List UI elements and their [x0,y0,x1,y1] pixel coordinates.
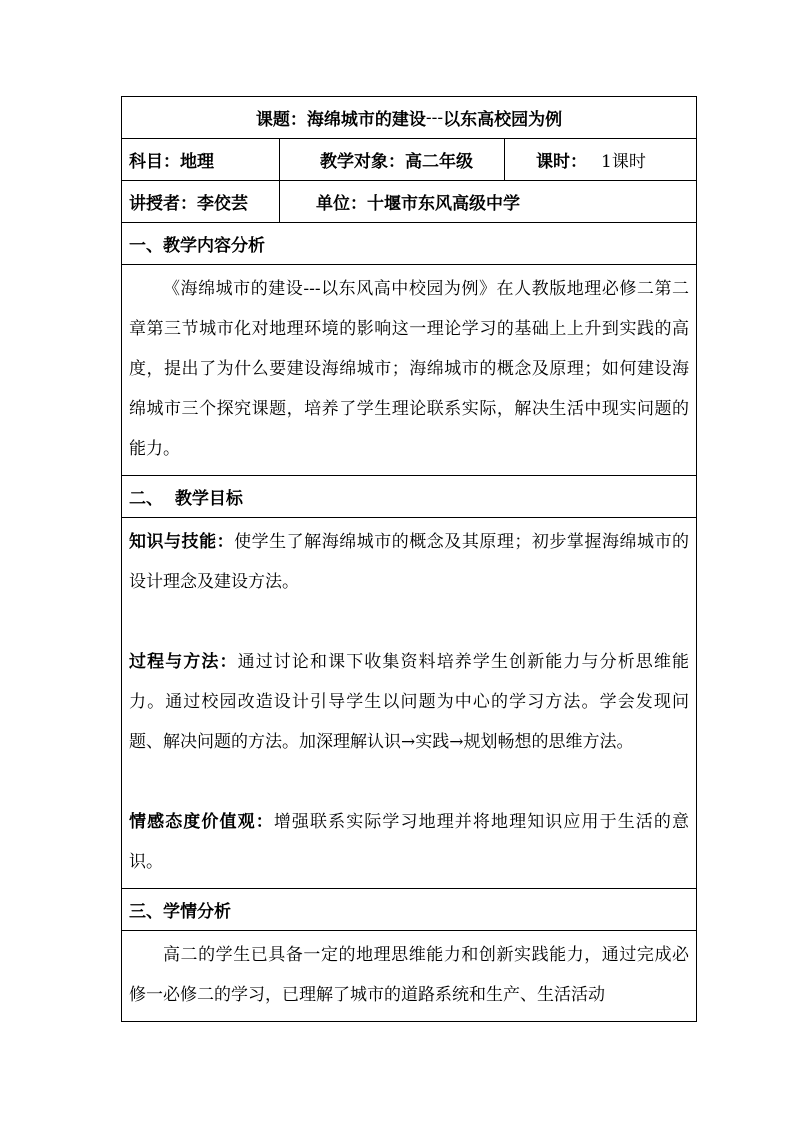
knowledge-label: 知识与技能： [129,532,235,552]
section2-body-row [122,518,696,889]
meta-row [122,139,696,181]
paragraph-gap [129,602,689,642]
knowledge-paragraph [129,522,689,602]
title-dash: --- [425,107,444,128]
title-label: 课题： [255,110,307,130]
title-after-dash: 以东高校园为例 [443,110,563,130]
title-before-dash: 海绵城市的建设 [306,110,426,130]
section1-heading-row [122,223,696,265]
hours-label: 课时： [536,152,587,172]
audience-label: 教学对象： [320,152,405,172]
knowledge-text: 使学生了解海绵城市的概念及其原理；初步掌握海绵城市的设计理念及建设方法。 [129,532,690,592]
audience-cell [279,139,504,180]
process-label: 过程与方法： [129,652,238,672]
subject-value: 地理 [180,152,214,172]
unit-label: 单位： [316,194,367,214]
hours-value: 1课时 [601,152,646,172]
emotion-text: 增强联系实际学习地理并将地理知识应用于生活的意识。 [129,812,690,872]
emotion-paragraph [129,802,689,882]
hours-cell [504,139,696,180]
section1-heading: 一、教学内容分析 [129,236,265,256]
emotion-label: 情感态度价值观： [129,812,274,832]
section3-heading: 三、学情分析 [129,902,231,922]
audience-value: 高二年级 [405,152,473,172]
section2-heading: 二、 教学目标 [129,489,243,509]
subject-cell [122,139,279,180]
process-text: 通过讨论和课下收集资料培养学生创新能力与分析思维能力。通过校园改造设计引导学生以问题为中心的学习方法。学会发现问题、解决问题的方法。加深理解认识→实践→规划畅想的思维方法。 [129,652,690,752]
unit-cell [279,181,696,222]
section3-body-row [122,931,696,1021]
unit-value: 十堰市东风高级中学 [367,194,520,214]
speaker-name: 李佼芸 [197,194,248,214]
section1-body: 《海绵城市的建设---以东风高中校园为例》在人教版地理必修二第二章第三节城市化对地理环境的影响这一理论学习的基础上上升到实践的高度，提出了为什么要建设海绵城市；海绵城市的概念及原理；如何建设海绵城市三个探究课题，培养了学生理论联系实际，解决生活中现实问题的能力。 [129,279,689,459]
paragraph-gap [129,762,689,802]
speaker-label: 讲授者： [129,194,197,214]
subject-label: 科目： [129,152,180,172]
section3-body: 高二的学生已具备一定的地理思维能力和创新实践能力，通过完成必修一必修二的学习，已理解了城市的道路系统和生产、生活活动 [129,945,689,1005]
section2-heading-row [122,476,696,518]
section1-body-row [122,265,696,476]
process-paragraph [129,642,689,762]
speaker-cell [122,181,279,222]
lesson-plan-table [121,96,697,1022]
section3-heading-row [122,889,696,931]
speaker-row [122,181,696,223]
title-row [122,97,696,139]
section2-body [122,518,696,888]
